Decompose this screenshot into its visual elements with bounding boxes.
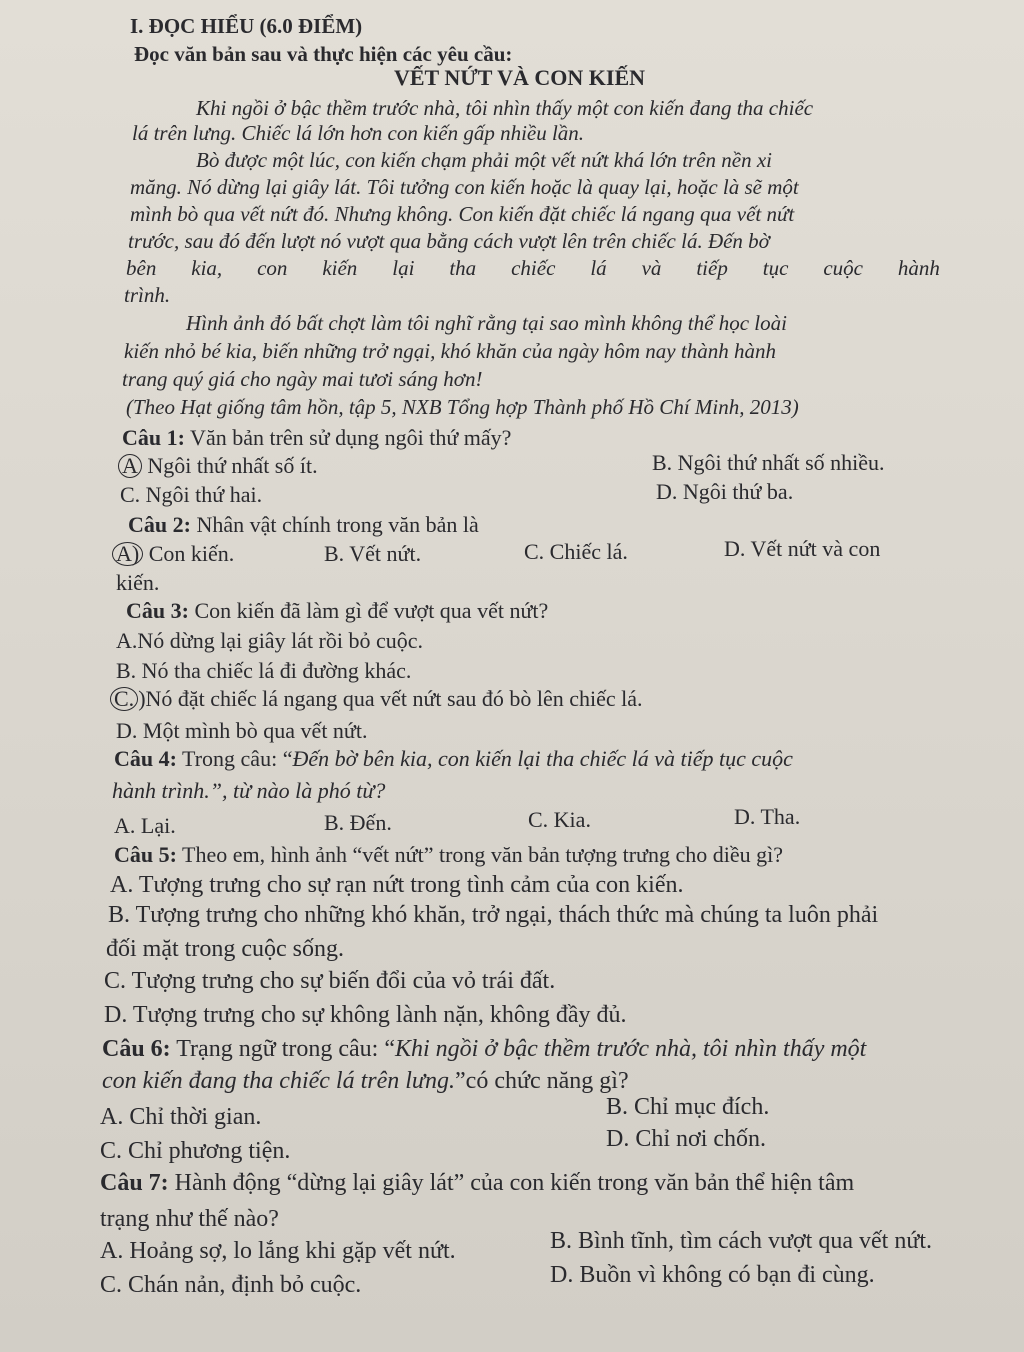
q1-option-a: A Ngôi thứ nhất số ít. (118, 453, 318, 479)
question-1: Câu 1: Văn bản trên sử dụng ngôi thứ mấy? (122, 425, 512, 450)
passage-line: trình. (124, 283, 171, 307)
q3-option-d: D. Một mình bò qua vết nứt. (116, 718, 368, 743)
answer-circle-mark: A) (112, 542, 143, 566)
question-5: Câu 5: Theo em, hình ảnh “vết nứt” trong văn bản tượng trưng cho diều gì? (114, 842, 783, 867)
answer-circle-mark: A (118, 454, 142, 478)
q5-option-c: C. Tượng trưng cho sự biến đổi của vỏ trái đất. (104, 968, 556, 994)
question-4: Câu 4: Trong câu: “Đến bờ bên kia, con kiến lại tha chiếc lá và tiếp tục cuộc (114, 746, 793, 771)
q7-option-b: B. Bình tĩnh, tìm cách vượt qua vết nứt. (550, 1228, 932, 1254)
passage-line: Khi ngồi ở bậc thềm trước nhà, tôi nhìn thấy một con kiến đang tha chiếc (196, 96, 814, 120)
q1-option-b: B. Ngôi thứ nhất số nhiều. (652, 450, 885, 475)
passage-line: kiến nhỏ bé kia, biến những trở ngại, khó khăn của ngày hôm nay thành hành (124, 339, 776, 363)
q2-option-c: C. Chiếc lá. (524, 539, 628, 564)
q4-option-a: A. Lại. (114, 813, 176, 838)
q6-option-b: B. Chỉ mục đích. (606, 1094, 770, 1120)
question-2: Câu 2: Nhân vật chính trong văn bản là (128, 512, 479, 537)
q6-option-d: D. Chỉ nơi chốn. (606, 1126, 767, 1152)
q7-option-a: A. Hoảng sợ, lo lắng khi gặp vết nứt. (100, 1238, 456, 1264)
q3-option-a: A.Nó dừng lại giây lát rồi bỏ cuộc. (116, 628, 424, 653)
q2-option-d-cont: kiến. (116, 570, 160, 595)
q1-option-c: C. Ngôi thứ hai. (120, 482, 263, 507)
q4-option-d: D. Tha. (734, 804, 801, 829)
passage-line: măng. Nó dừng lại giây lát. Tôi tưởng con kiến hoặc là quay lại, hoặc là sẽ một (130, 175, 799, 199)
q3-option-c: C. )Nó đặt chiếc lá ngang qua vết nứt sau đó bò lên chiếc lá. (110, 686, 643, 712)
q2-option-b: B. Vết nứt. (324, 541, 422, 566)
question-6-cont: con kiến đang tha chiếc lá trên lưng.”có chức năng gì? (102, 1068, 629, 1094)
passage-line: trước, sau đó đến lượt nó vượt qua bằng cách vượt lên trên chiếc lá. Đến bờ (128, 229, 770, 253)
question-4-cont: hành trình.”, từ nào là phó từ? (112, 778, 386, 803)
story-title: VẾT NỨT VÀ CON KIẾN (394, 65, 646, 90)
q7-option-d: D. Buồn vì không có bạn đi cùng. (550, 1262, 875, 1288)
q5-option-a: A. Tượng trưng cho sự rạn nứt trong tình cảm của con kiến. (110, 872, 684, 898)
passage-line-justified: bên kia, con kiến lại tha chiếc lá và tiếp tục cuộc hành (126, 256, 940, 280)
q2-option-a: A) Con kiến. (112, 541, 234, 567)
q5-option-b: B. Tượng trưng cho những khó khăn, trở ngại, thách thức mà chúng ta luôn phải (108, 902, 879, 928)
q5-option-d: D. Tượng trưng cho sự không lành nặn, không đầy đủ. (104, 1002, 627, 1028)
q7-option-c: C. Chán nản, định bỏ cuộc. (100, 1272, 362, 1298)
question-3: Câu 3: Con kiến đã làm gì để vượt qua vết nứt? (126, 598, 549, 623)
q6-option-a: A. Chỉ thời gian. (100, 1104, 262, 1130)
answer-circle-mark: C. (110, 687, 138, 711)
passage-line: lá trên lưng. Chiếc lá lớn hơn con kiến gấp nhiều lần. (132, 121, 585, 145)
instruction: Đọc văn bản sau và thực hiện các yêu cầu: (134, 42, 513, 66)
passage-line: Hình ảnh đó bất chợt làm tôi nghĩ rằng tại sao mình không thể học loài (186, 311, 787, 335)
q5-option-b-cont: đối mặt trong cuộc sống. (106, 936, 344, 962)
q4-option-c: C. Kia. (528, 807, 591, 832)
passage-line: trang quý giá cho ngày mai tươi sáng hơn! (122, 367, 483, 391)
passage-line: Bò được một lúc, con kiến chạm phải một vết nứt khá lớn trên nền xi (196, 148, 773, 172)
q4-option-b: B. Đến. (324, 810, 392, 835)
question-7: Câu 7: Hành động “dừng lại giây lát” của con kiến trong văn bản thể hiện tâm (100, 1170, 855, 1196)
q1-option-d: D. Ngôi thứ ba. (656, 479, 794, 504)
q6-option-c: C. Chỉ phương tiện. (100, 1138, 291, 1164)
q2-option-d: D. Vết nứt và con (724, 536, 881, 561)
passage-source: (Theo Hạt giống tâm hồn, tập 5, NXB Tổng hợp Thành phố Hồ Chí Minh, 2013) (126, 395, 799, 419)
question-6: Câu 6: Trạng ngữ trong câu: “Khi ngồi ở bậc thềm trước nhà, tôi nhìn thấy một (102, 1036, 867, 1062)
passage-line: mình bò qua vết nứt đó. Nhưng không. Con kiến đặt chiếc lá ngang qua vết nứt (130, 202, 795, 226)
question-7-cont: trạng như thế nào? (100, 1206, 279, 1232)
section-header: I. ĐỌC HIỂU (6.0 ĐIỂM) (130, 14, 363, 38)
q3-option-b: B. Nó tha chiếc lá đi đường khác. (116, 658, 412, 683)
